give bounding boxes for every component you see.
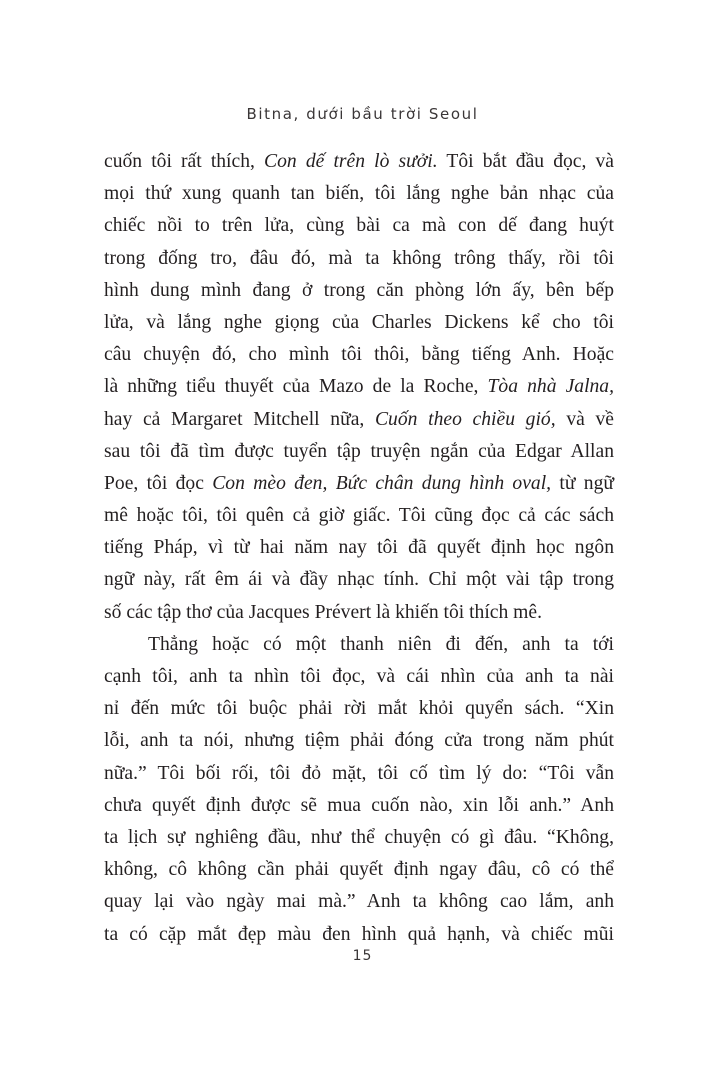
running-header: Bitna, dưới bầu trời Seoul	[246, 105, 479, 123]
text-line: nữa.” Tôi bối rối, tôi đỏ mặt, tôi cố tìm lý do: “Tôi vẫn	[104, 762, 614, 784]
page-number: 15	[352, 948, 373, 964]
text-line: tiếng Pháp, vì từ hai năm nay tôi đã quyết định học ngôn	[104, 537, 614, 559]
text-line: mê hoặc tôi, tôi quên cả giờ giấc. Tôi cũng đọc cả các sách	[104, 505, 614, 527]
text-line: cạnh tôi, anh ta nhìn tôi đọc, và cái nhìn của anh ta nài	[104, 666, 614, 687]
text-line: trong đống tro, đâu đó, mà ta không trông thấy, rồi tôi	[104, 247, 614, 269]
text-line: lửa, và lắng nghe giọng của Charles Dickens kể cho tôi	[104, 311, 614, 333]
text-line: chưa quyết định được sẽ mua cuốn nào, xin lỗi anh.” Anh	[104, 794, 614, 816]
book-title: Con dế trên lò sưởi.	[264, 151, 438, 172]
text-line: sau tôi đã tìm được tuyển tập truyện ngắn của Edgar Allan	[104, 440, 614, 462]
text-line: nỉ đến mức tôi buộc phải rời mắt khỏi quyển sách. “Xin	[104, 698, 614, 720]
text-line: không, cô không cần phải quyết định ngay đâu, cô có thể	[104, 859, 614, 881]
book-title: Con mèo đen, Bức chân dung hình oval,	[212, 472, 552, 494]
text-line: Thẳng hoặc có một thanh niên đi đến, anh ta tới	[148, 633, 614, 655]
book-title: Cuốn theo chiều gió,	[374, 408, 556, 430]
text-line: mọi thứ xung quanh tan biến, tôi lắng nghe bản nhạc của	[104, 183, 614, 205]
text-line: Poe, tôi đọc Con mèo đen, Bức chân dung hình oval, từ ngữ	[104, 472, 614, 494]
text-line: hay cả Margaret Mitchell nữa, Cuốn theo chiều gió, và về	[104, 408, 614, 430]
text-line: lỗi, anh ta nói, nhưng tiệm phải đóng cửa trong năm phút	[104, 730, 614, 752]
book-title: Tòa nhà Jalna,	[487, 376, 615, 398]
text-line: hình dung mình đang ở trong căn phòng lớn ấy, bên bếp	[104, 279, 614, 301]
text-line: ngữ này, rất êm ái và đầy nhạc tính. Chỉ một vài tập trong	[104, 569, 614, 591]
text-line: quay lại vào ngày mai mà.” Anh ta không cao lắm, anh	[104, 891, 614, 913]
text-line: số các tập thơ của Jacques Prévert là khiến tôi thích mê.	[104, 601, 543, 623]
text-line: cuốn tôi rất thích, Con dế trên lò sưởi. Tôi bắt đầu đọc, và	[104, 151, 615, 172]
text-line: ta lịch sự nghiêng đầu, như thể chuyện có gì đâu. “Không,	[104, 826, 614, 848]
paragraph-2	[104, 629, 614, 951]
paragraph-1	[104, 146, 614, 629]
body-text	[104, 146, 614, 951]
text-line: chiếc nồi to trên lửa, cùng bài ca mà con dế đang huýt	[104, 215, 614, 237]
text-line: là những tiểu thuyết của Mazo de la Roche, Tòa nhà Jalna,	[104, 376, 615, 398]
text-line: ta có cặp mắt đẹp màu đen hình quả hạnh, và chiếc mũi	[104, 923, 614, 945]
text-line: câu chuyện đó, cho mình tôi thôi, bằng tiếng Anh. Hoặc	[104, 344, 614, 366]
